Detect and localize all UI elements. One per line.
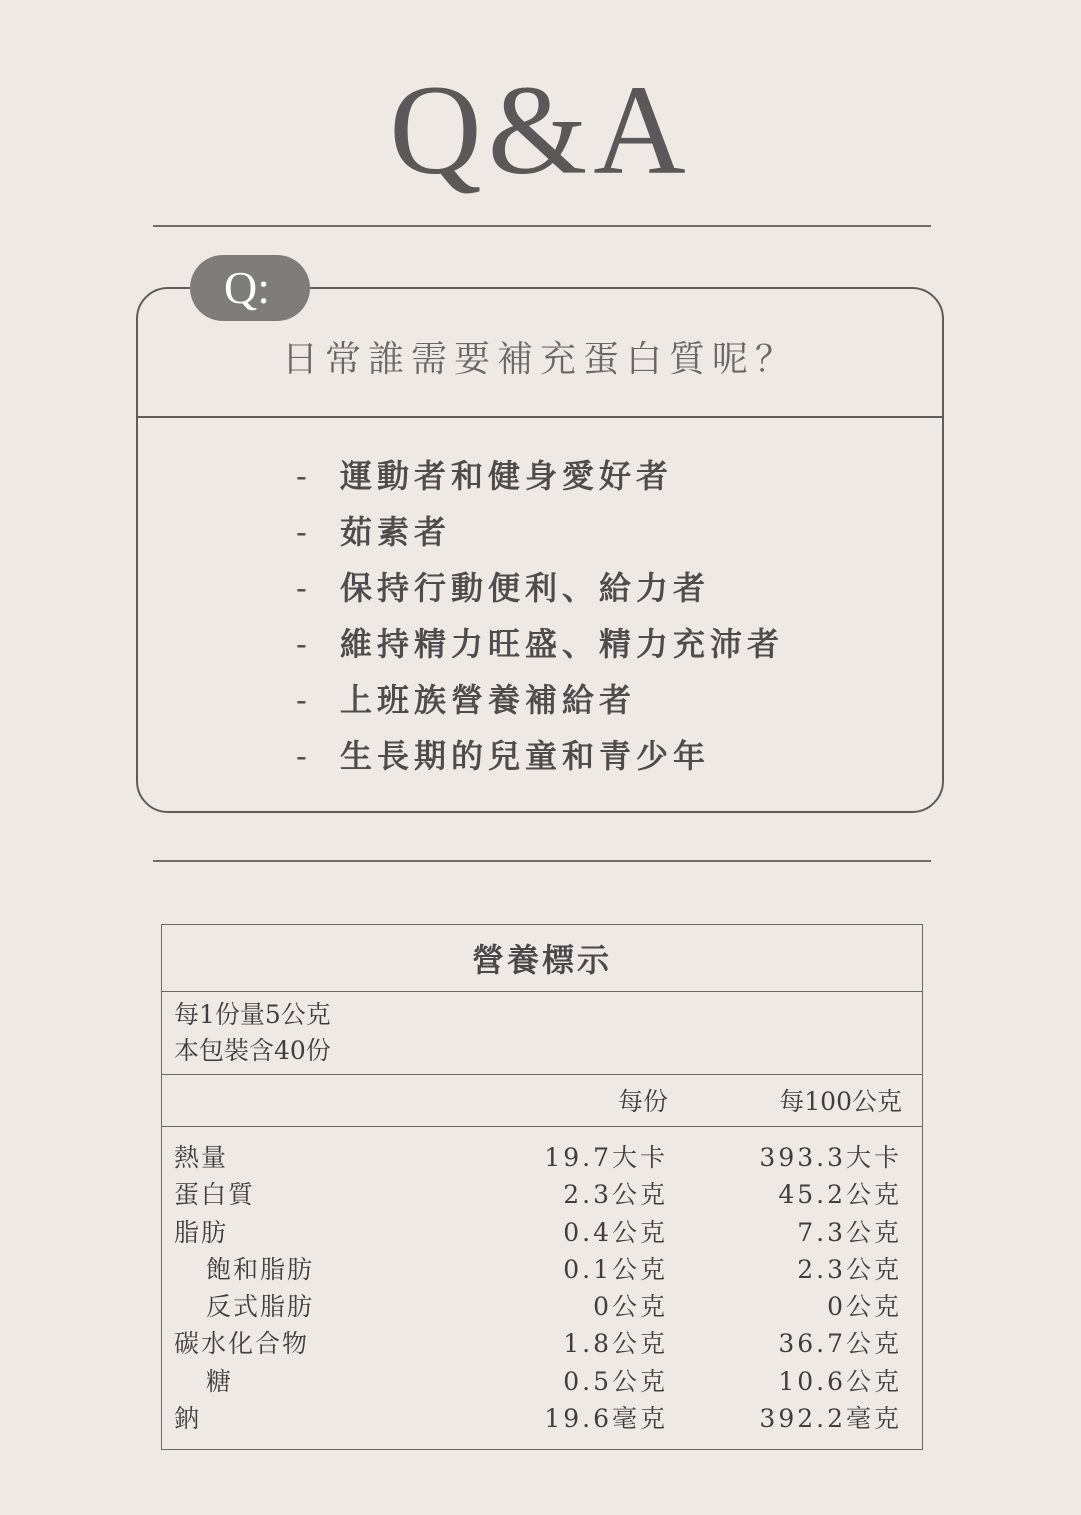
divider-top: [153, 225, 931, 227]
nutrient-label: 反式脂肪: [206, 1292, 315, 1322]
answer-dash: -: [296, 457, 312, 495]
answer-text: 生長期的兒童和青少年: [340, 737, 711, 775]
answer-item: [296, 676, 784, 732]
serving-size: 每1份量5公克: [174, 1000, 331, 1029]
nutrient-label: 熱量: [174, 1143, 229, 1172]
servings-per-package: 本包裝含40份: [174, 1036, 331, 1065]
nutrient-rows: [162, 1139, 922, 1437]
answer-list: [296, 452, 784, 788]
qa-card-divider: [136, 416, 944, 418]
table-row: [162, 1139, 922, 1176]
answer-text: 茹素者: [340, 513, 452, 551]
answer-text: 上班族營養補給者: [340, 681, 637, 719]
answer-dash: -: [296, 625, 312, 663]
nutrient-label: 飽和脂肪: [206, 1254, 315, 1284]
nutrient-label: 蛋白質: [174, 1180, 256, 1210]
table-rule: [162, 1126, 922, 1127]
per-serving-value: 0公克: [593, 1292, 668, 1322]
table-row: [162, 1288, 922, 1325]
divider-middle: [153, 860, 931, 862]
table-row: [162, 1325, 922, 1362]
question-badge: Q:: [190, 255, 310, 321]
per-100g-value: 0公克: [827, 1292, 902, 1322]
table-row: [162, 1214, 922, 1251]
nutrient-label: 脂肪: [174, 1217, 229, 1247]
per-100g-value: 393.3大卡: [759, 1143, 902, 1172]
answer-text: 維持精力旺盛、精力充沛者: [340, 625, 785, 663]
per-100g-value: 2.3公克: [797, 1254, 902, 1284]
nutrient-label: 糖: [206, 1366, 234, 1396]
column-header-per-100g: 每100公克: [779, 1087, 902, 1116]
answer-text: 運動者和健身愛好者: [340, 457, 674, 495]
column-header-per-serving: 每份: [617, 1087, 668, 1116]
per-100g-value: 36.7公克: [778, 1329, 902, 1359]
table-row: [162, 1251, 922, 1288]
answer-dash: -: [296, 513, 312, 551]
answer-dash: -: [296, 737, 312, 775]
answer-item: [296, 564, 784, 620]
question-text: 日常誰需要補充蛋白質呢？: [281, 339, 798, 380]
per-100g-value: 10.6公克: [778, 1366, 902, 1396]
table-rule: [162, 1074, 922, 1075]
per-serving-value: 19.6毫克: [544, 1404, 668, 1434]
answer-item: [296, 732, 784, 788]
nutrition-facts-table: [161, 924, 923, 1450]
per-serving-value: 0.1公克: [563, 1254, 668, 1284]
serving-info: [174, 997, 331, 1069]
per-serving-value: 0.4公克: [563, 1217, 668, 1247]
table-rule: [162, 991, 922, 992]
table-row: [162, 1176, 922, 1213]
per-100g-value: 392.2毫克: [759, 1404, 902, 1434]
answer-dash: -: [296, 569, 312, 607]
table-row: [162, 1363, 922, 1400]
per-serving-value: 2.3公克: [563, 1180, 668, 1210]
table-row: [162, 1400, 922, 1437]
per-serving-value: 19.7大卡: [544, 1143, 668, 1172]
per-100g-value: 45.2公克: [778, 1180, 902, 1210]
nutrient-label: 碳水化合物: [174, 1329, 310, 1359]
nutrition-title: 營養標示: [471, 941, 612, 979]
per-serving-value: 1.8公克: [563, 1329, 668, 1359]
answer-item: [296, 508, 784, 564]
answer-dash: -: [296, 681, 312, 719]
page-title: Q&A: [389, 59, 692, 201]
answer-item: [296, 452, 784, 508]
per-100g-value: 7.3公克: [797, 1217, 902, 1247]
answer-text: 保持行動便利、給力者: [340, 569, 711, 607]
answer-item: [296, 620, 784, 676]
nutrient-label: 鈉: [174, 1404, 202, 1434]
per-serving-value: 0.5公克: [563, 1366, 668, 1396]
